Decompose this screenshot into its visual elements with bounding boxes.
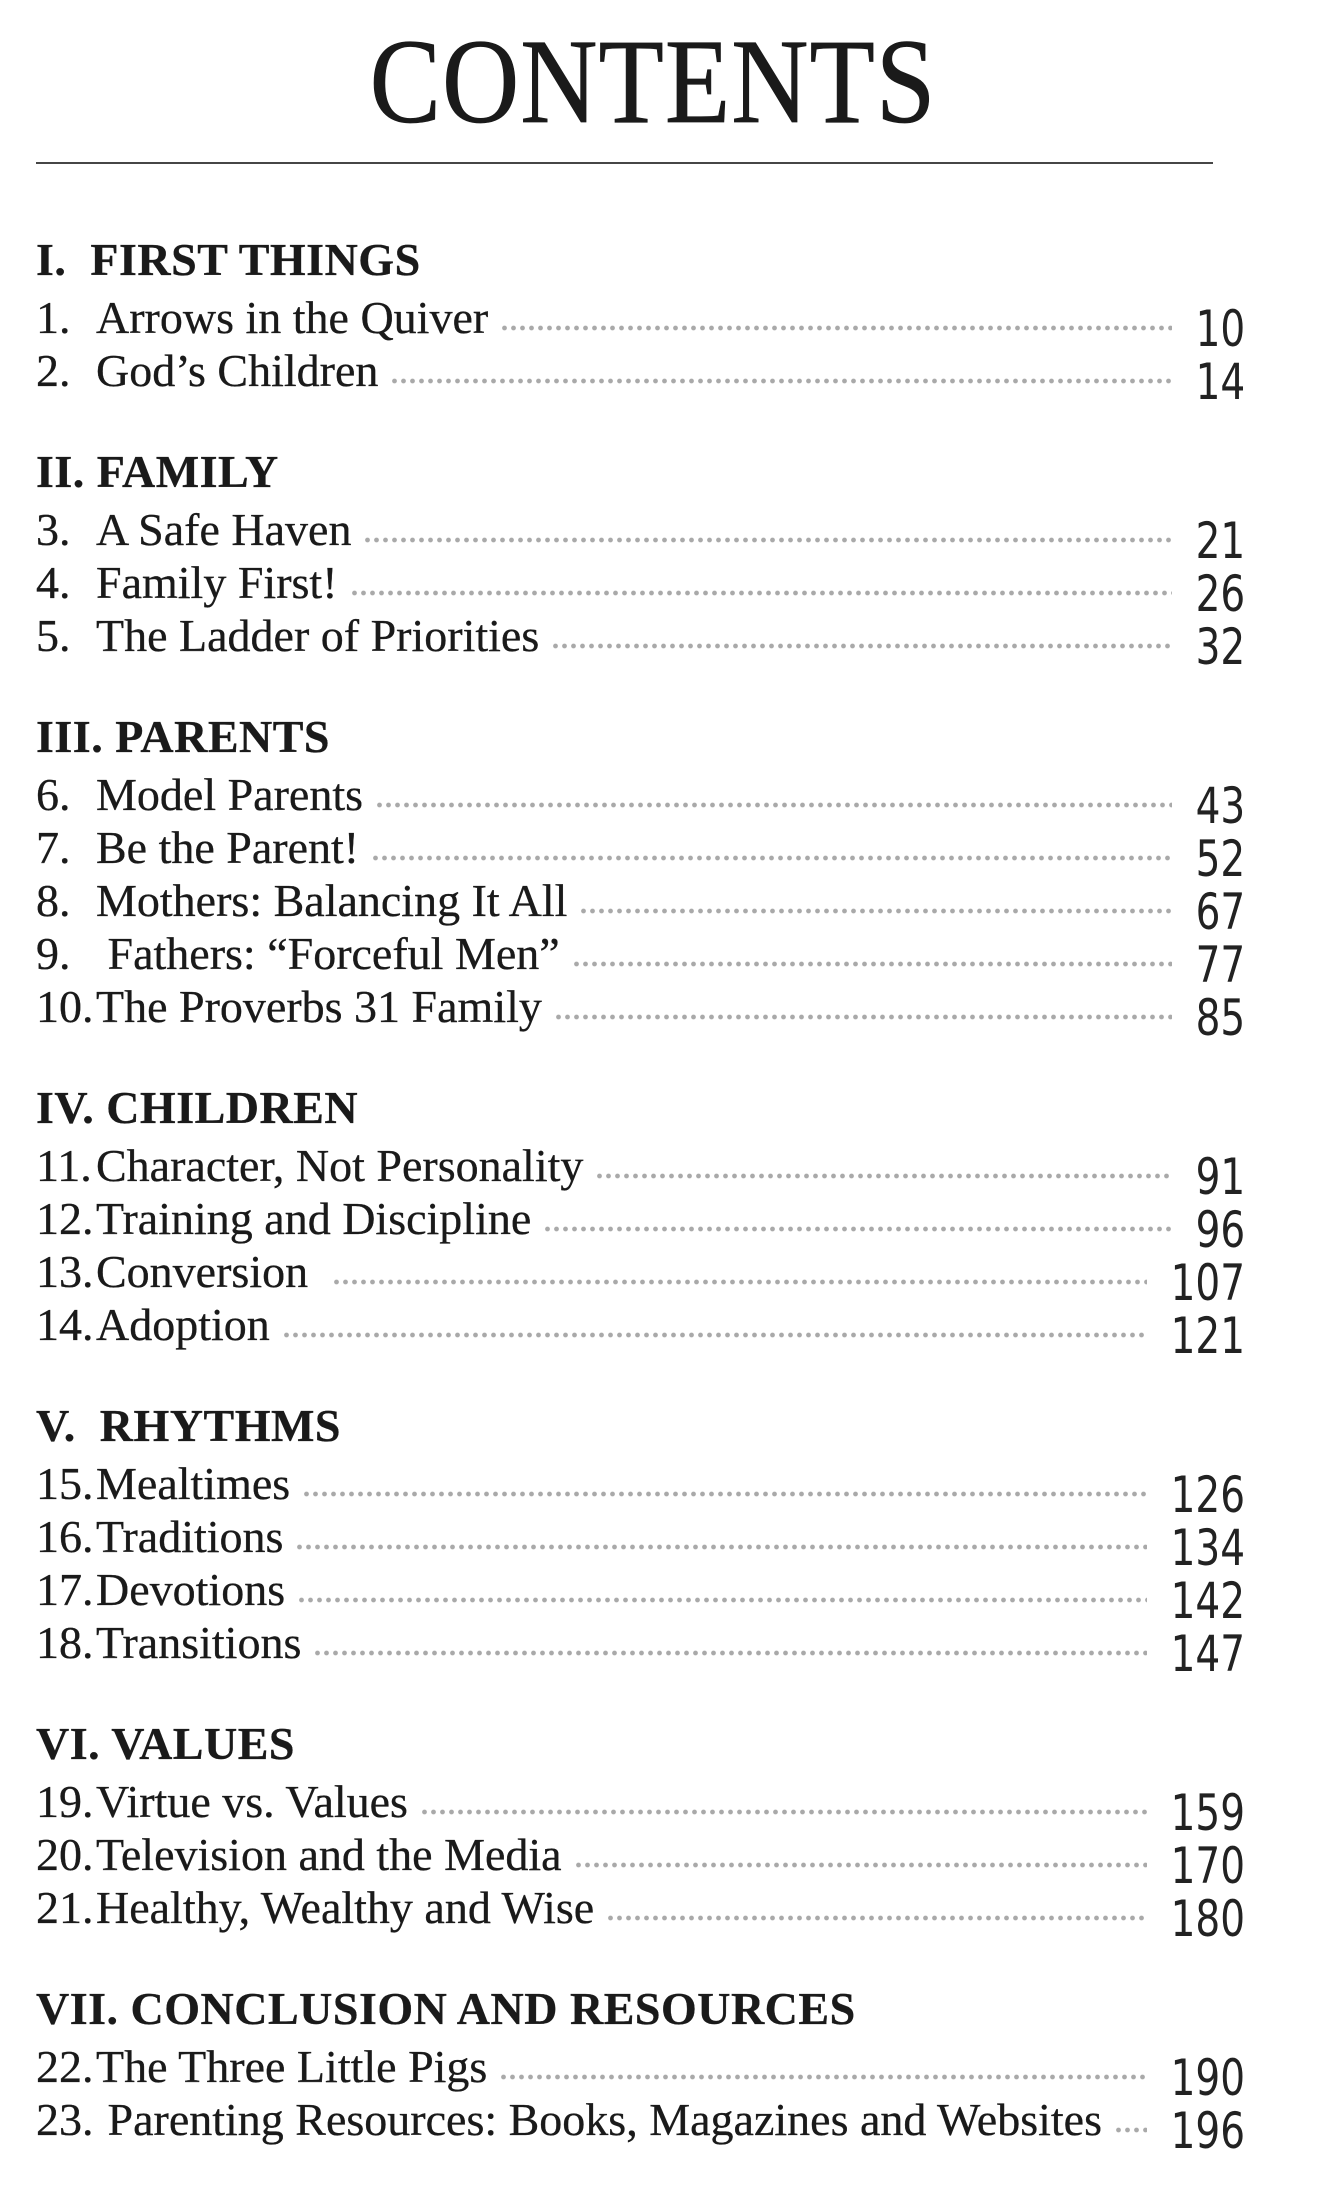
entry-title: Healthy, Wealthy and Wise (96, 1882, 595, 1934)
entry-title: Virtue vs. Values (96, 1776, 408, 1828)
dot-leader (574, 1862, 1147, 1868)
entry-number: 13. (36, 1246, 94, 1298)
section-header: I. FIRST THINGS (36, 234, 421, 286)
dot-leader (350, 590, 1172, 596)
section-header: VII. CONCLUSION AND RESOURCES (36, 1983, 856, 2035)
section-header: II. FAMILY (36, 446, 279, 498)
entry-page-number: 96 (1195, 1201, 1246, 1260)
dot-leader (579, 908, 1172, 914)
toc-section (36, 446, 1270, 677)
entry-number: 5. (36, 610, 71, 662)
entry-page-number: 77 (1195, 936, 1246, 995)
toc-entry (36, 1245, 1270, 1313)
entry-page-number: 180 (1170, 1890, 1245, 1949)
dot-leader (297, 1597, 1146, 1603)
entry-page-number: 196 (1170, 2102, 1245, 2161)
toc-entry (36, 1775, 1270, 1843)
toc-section (36, 1082, 1270, 1366)
dot-leader (302, 1491, 1146, 1497)
toc-entry (36, 1510, 1270, 1578)
entry-number: 2. (36, 345, 71, 397)
entry-page-number: 52 (1195, 830, 1246, 889)
entry-page-number: 91 (1195, 1148, 1246, 1207)
entry-number: 20. (36, 1829, 94, 1881)
entry-number: 12. (36, 1193, 94, 1245)
section-entries (36, 1775, 1270, 1949)
dot-leader (572, 961, 1172, 967)
entry-page-number: 147 (1170, 1625, 1245, 1684)
section-entries (36, 2040, 1270, 2161)
toc-entry (36, 1616, 1270, 1684)
toc-section (36, 1400, 1270, 1684)
entry-number: 7. (36, 822, 71, 874)
entry-title: Devotions (96, 1564, 286, 1616)
entry-title: A Safe Haven (96, 504, 352, 556)
section-entries (36, 291, 1270, 412)
toc-entry (36, 821, 1270, 889)
section-entries (36, 768, 1270, 1048)
toc-section (36, 1983, 1270, 2161)
entry-number: 23. (36, 2094, 94, 2146)
entry-number: 16. (36, 1511, 94, 1563)
toc-entry (36, 1298, 1270, 1366)
section-header: III. PARENTS (36, 711, 330, 763)
entry-title: God’s Children (96, 345, 379, 397)
entry-title: Conversion (96, 1246, 320, 1298)
section-header: VI. VALUES (36, 1718, 295, 1770)
entry-page-number: 67 (1195, 883, 1246, 942)
page-title: CONTENTS (369, 15, 937, 149)
toc-entry (36, 609, 1270, 677)
entry-title: Mothers: Balancing It All (96, 875, 568, 927)
section-entries (36, 1139, 1270, 1366)
entry-page-number: 21 (1195, 512, 1246, 571)
title-divider (36, 162, 1213, 164)
entry-title: The Proverbs 31 Family (96, 981, 542, 1033)
toc-entry (36, 1192, 1270, 1260)
entry-number: 1. (36, 292, 71, 344)
dot-leader (363, 537, 1172, 543)
toc-entry (36, 503, 1270, 571)
toc-entry (36, 1828, 1270, 1896)
entry-title: Transitions (96, 1617, 302, 1669)
entry-number: 22. (36, 2041, 94, 2093)
entry-title: Character, Not Personality (96, 1140, 584, 1192)
entry-page-number: 32 (1195, 618, 1246, 677)
dot-leader (606, 1915, 1146, 1921)
entry-title: Traditions (96, 1511, 284, 1563)
entry-title: Fathers: “Forceful Men” (96, 928, 560, 980)
entry-title: The Ladder of Priorities (96, 610, 540, 662)
toc-section (36, 1718, 1270, 1949)
entry-title: Family First! (96, 557, 338, 609)
entry-number: 21. (36, 1882, 94, 1934)
entry-number: 3. (36, 504, 71, 556)
dot-leader (295, 1544, 1146, 1550)
entry-number: 11. (36, 1140, 92, 1192)
entry-page-number: 190 (1170, 2049, 1245, 2108)
dot-leader (390, 378, 1172, 384)
toc-entry (36, 291, 1270, 359)
toc-entry (36, 556, 1270, 624)
entry-page-number: 10 (1195, 300, 1246, 359)
section-header: IV. CHILDREN (36, 1082, 359, 1134)
entry-number: 10. (36, 981, 94, 1033)
entry-number: 18. (36, 1617, 94, 1669)
entry-title: Adoption (96, 1299, 270, 1351)
toc-entry (36, 1563, 1270, 1631)
toc-section (36, 234, 1270, 412)
entry-page-number: 121 (1170, 1307, 1245, 1366)
section-entries (36, 1457, 1270, 1684)
entry-page-number: 14 (1195, 353, 1246, 412)
entry-number: 19. (36, 1776, 94, 1828)
entry-page-number: 134 (1170, 1519, 1245, 1578)
toc-entry (36, 1457, 1270, 1525)
dot-leader (554, 1014, 1172, 1020)
entry-title: The Three Little Pigs (96, 2041, 488, 2093)
entry-title: Model Parents (96, 769, 364, 821)
toc-entry (36, 768, 1270, 836)
entry-number: 4. (36, 557, 71, 609)
entry-page-number: 170 (1170, 1837, 1245, 1896)
entry-page-number: 26 (1195, 565, 1246, 624)
dot-leader (371, 855, 1172, 861)
toc-entry (36, 1139, 1270, 1207)
dot-leader (543, 1226, 1172, 1232)
entry-page-number: 142 (1170, 1572, 1245, 1631)
dot-leader (420, 1809, 1147, 1815)
dot-leader (332, 1279, 1147, 1285)
entry-page-number: 85 (1195, 989, 1246, 1048)
toc (36, 234, 1270, 2161)
dot-leader (595, 1173, 1172, 1179)
dot-leader (1114, 2127, 1147, 2133)
entry-page-number: 107 (1170, 1254, 1245, 1313)
entry-number: 15. (36, 1458, 94, 1510)
entry-page-number: 126 (1170, 1466, 1245, 1525)
toc-entry (36, 344, 1270, 412)
entry-page-number: 159 (1170, 1784, 1245, 1843)
entry-title: Be the Parent! (96, 822, 360, 874)
section-header: V. RHYTHMS (36, 1400, 341, 1452)
entry-title: Arrows in the Quiver (96, 292, 489, 344)
dot-leader (375, 802, 1172, 808)
entry-number: 8. (36, 875, 71, 927)
section-entries (36, 503, 1270, 677)
entry-number: 9. (36, 928, 71, 980)
entry-page-number: 43 (1195, 777, 1246, 836)
dot-leader (499, 2074, 1146, 2080)
entry-title: Parenting Resources: Books, Magazines and Websites (96, 2094, 1102, 2146)
entry-title: Mealtimes (96, 1458, 291, 1510)
entry-title: Television and the Media (96, 1829, 562, 1881)
toc-entry (36, 927, 1270, 995)
toc-entry (36, 874, 1270, 942)
entry-title: Training and Discipline (96, 1193, 532, 1245)
entry-number: 17. (36, 1564, 94, 1616)
toc-entry (36, 2093, 1270, 2161)
dot-leader (551, 643, 1172, 649)
entry-number: 6. (36, 769, 71, 821)
toc-entry (36, 1881, 1270, 1949)
toc-entry (36, 980, 1270, 1048)
dot-leader (500, 325, 1172, 331)
dot-leader (313, 1650, 1146, 1656)
toc-section (36, 711, 1270, 1048)
toc-entry (36, 2040, 1270, 2108)
dot-leader (282, 1332, 1147, 1338)
entry-number: 14. (36, 1299, 94, 1351)
